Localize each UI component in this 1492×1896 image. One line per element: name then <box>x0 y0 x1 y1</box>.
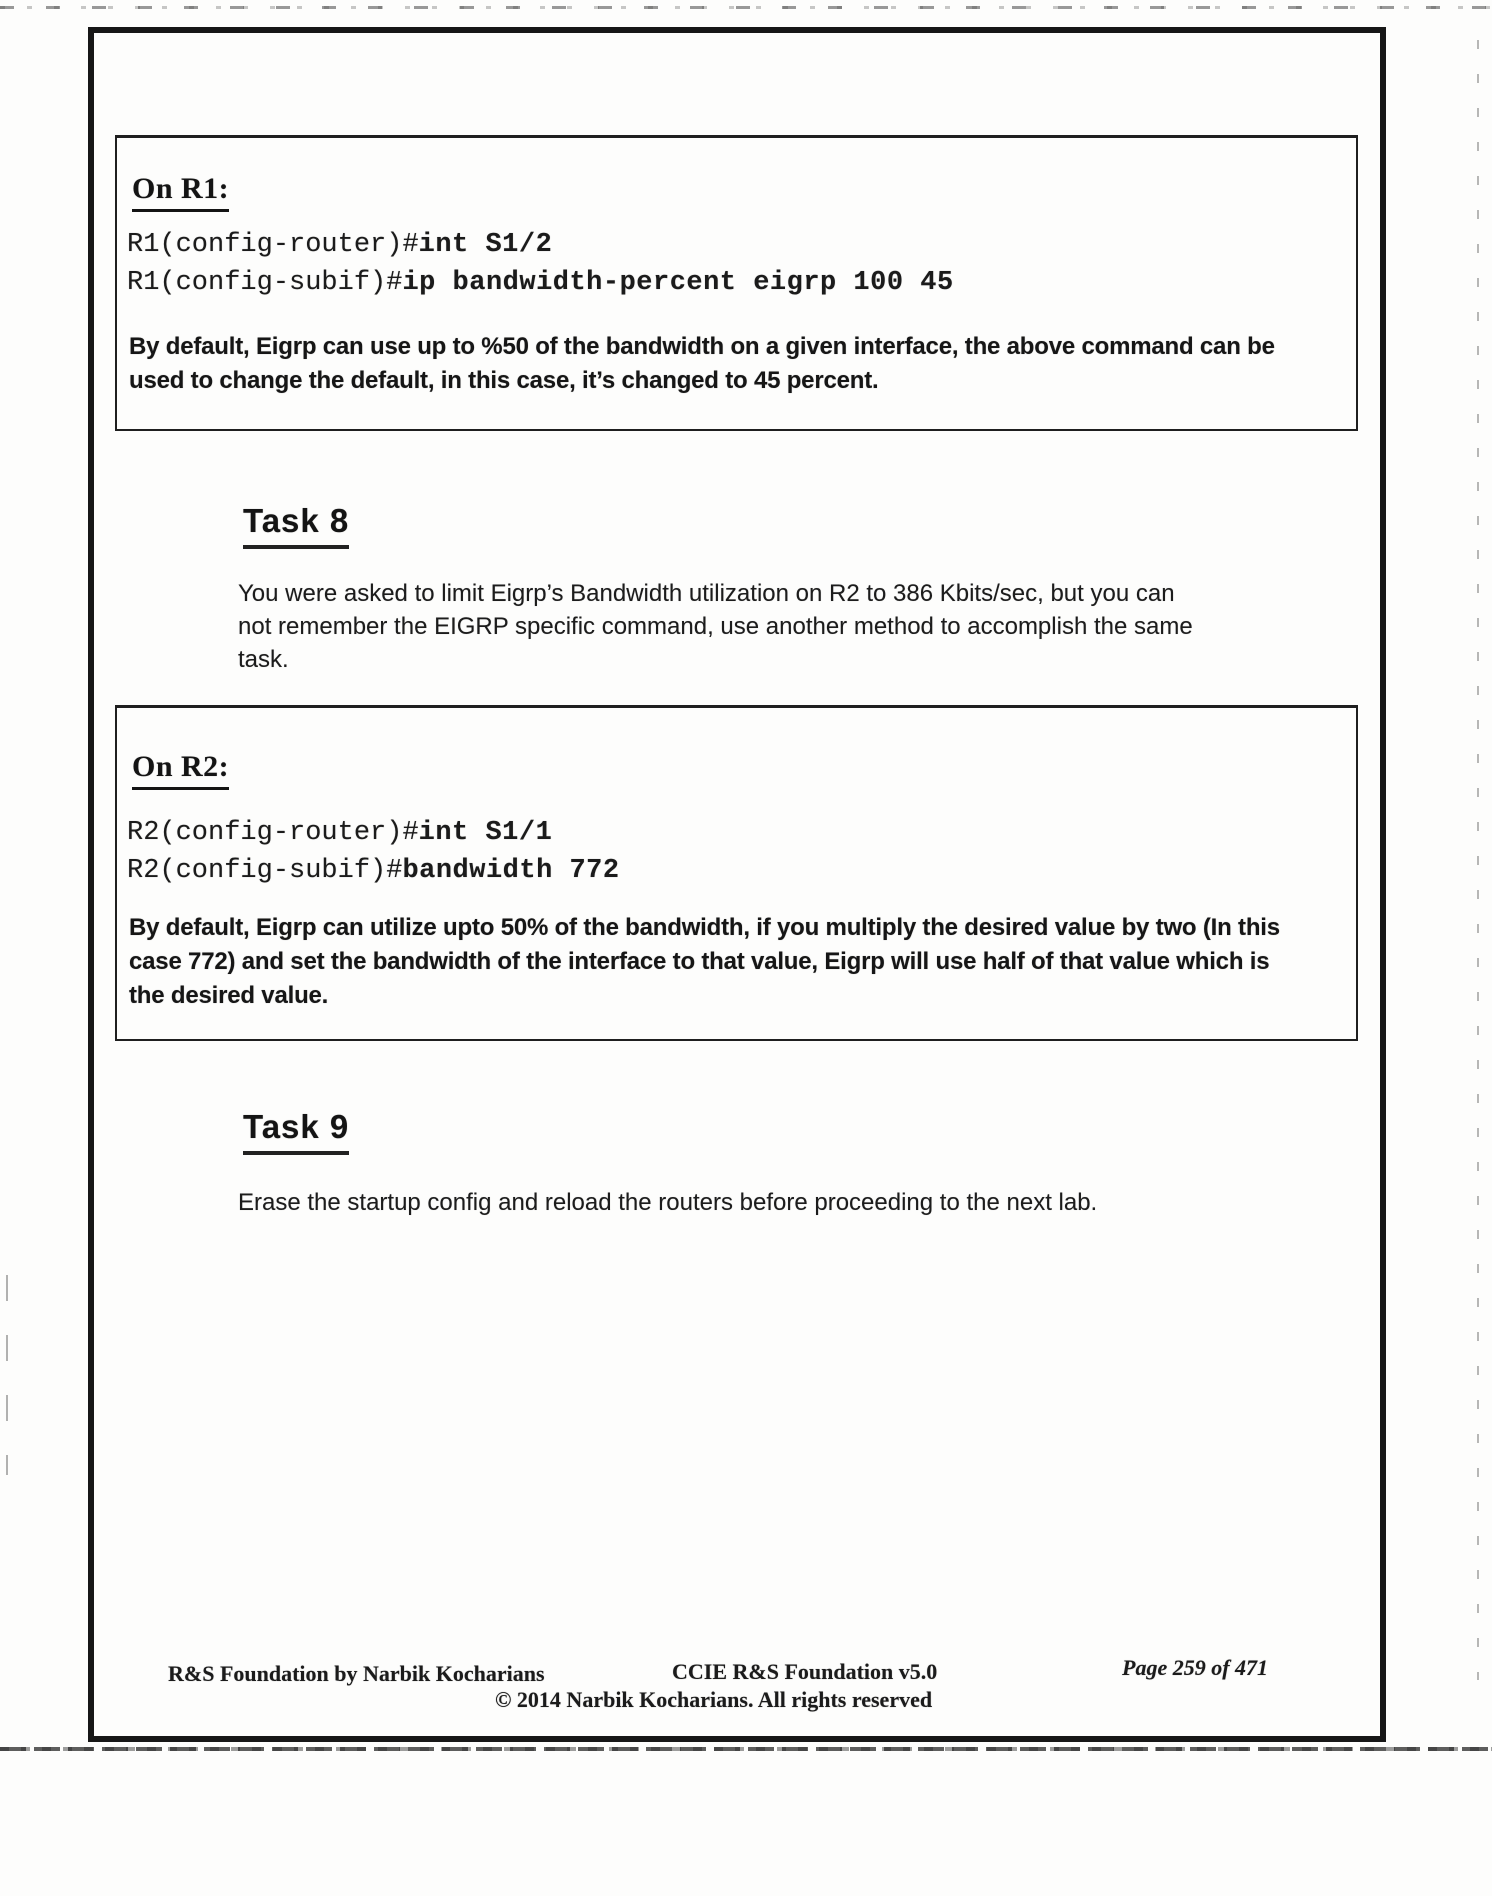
task8-body-line: task. <box>238 646 289 673</box>
cli-command: int S1/2 <box>418 230 553 260</box>
r2-command-box <box>115 705 1358 1041</box>
r1-heading: On R1: <box>132 172 229 212</box>
scan-artifact-bottom-dashes <box>0 1747 1492 1751</box>
code-line <box>127 226 954 264</box>
scan-artifact-left-line <box>6 1275 8 1475</box>
footer-copyright: © 2014 Narbik Kocharians. All rights reserved <box>495 1687 933 1712</box>
note-line: By default, Eigrp can use up to %50 of the bandwidth on a given interface, the above command can be <box>129 333 1275 360</box>
r1-command-box <box>115 135 1358 431</box>
cli-command: bandwidth 772 <box>402 856 620 886</box>
note-line: By default, Eigrp can utilize upto 50% of the bandwidth, if you multiply the desired value by two (In this <box>129 914 1280 941</box>
r2-note <box>129 911 1280 1013</box>
task8-heading: Task 8 <box>243 502 349 549</box>
cli-command: int S1/1 <box>418 818 553 848</box>
cli-command: ip bandwidth-percent eigrp 100 45 <box>402 268 954 298</box>
cli-prompt: R1(config-router)# <box>127 230 419 260</box>
note-line: used to change the default, in this case, it’s changed to 45 percent. <box>129 367 879 394</box>
r2-code-block <box>127 814 620 890</box>
task9-body <box>238 1186 1097 1219</box>
r2-heading: On R2: <box>132 750 229 790</box>
note-line: the desired value. <box>129 982 329 1009</box>
cli-prompt: R1(config-subif)# <box>127 268 403 298</box>
cli-prompt: R2(config-router)# <box>127 818 419 848</box>
r1-note <box>129 330 1275 398</box>
task8-body-line: not remember the EIGRP specific command, use another method to accomplish the same <box>238 613 1193 640</box>
task8-body <box>238 577 1193 676</box>
task9-heading: Task 9 <box>243 1108 349 1155</box>
footer-book-title: R&S Foundation by Narbik Kocharians <box>168 1661 545 1686</box>
task8-body-line: You were asked to limit Eigrp’s Bandwidth utilization on R2 to 386 Kbits/sec, but you can <box>238 580 1175 607</box>
note-line: case 772) and set the bandwidth of the interface to that value, Eigrp will use half of that value which is <box>129 948 1270 975</box>
code-line <box>127 814 620 852</box>
scan-artifact-top-dashes <box>0 6 1492 9</box>
code-line <box>127 264 954 302</box>
footer-edition: CCIE R&S Foundation v5.0 <box>672 1659 938 1684</box>
scan-artifact-right-line <box>1477 40 1479 1680</box>
cli-prompt: R2(config-subif)# <box>127 856 403 886</box>
r1-code-block <box>127 226 954 302</box>
code-line <box>127 852 620 890</box>
footer-page-number: Page 259 of 471 <box>1122 1655 1269 1680</box>
task9-body-line: Erase the startup config and reload the routers before proceeding to the next lab. <box>238 1189 1098 1216</box>
